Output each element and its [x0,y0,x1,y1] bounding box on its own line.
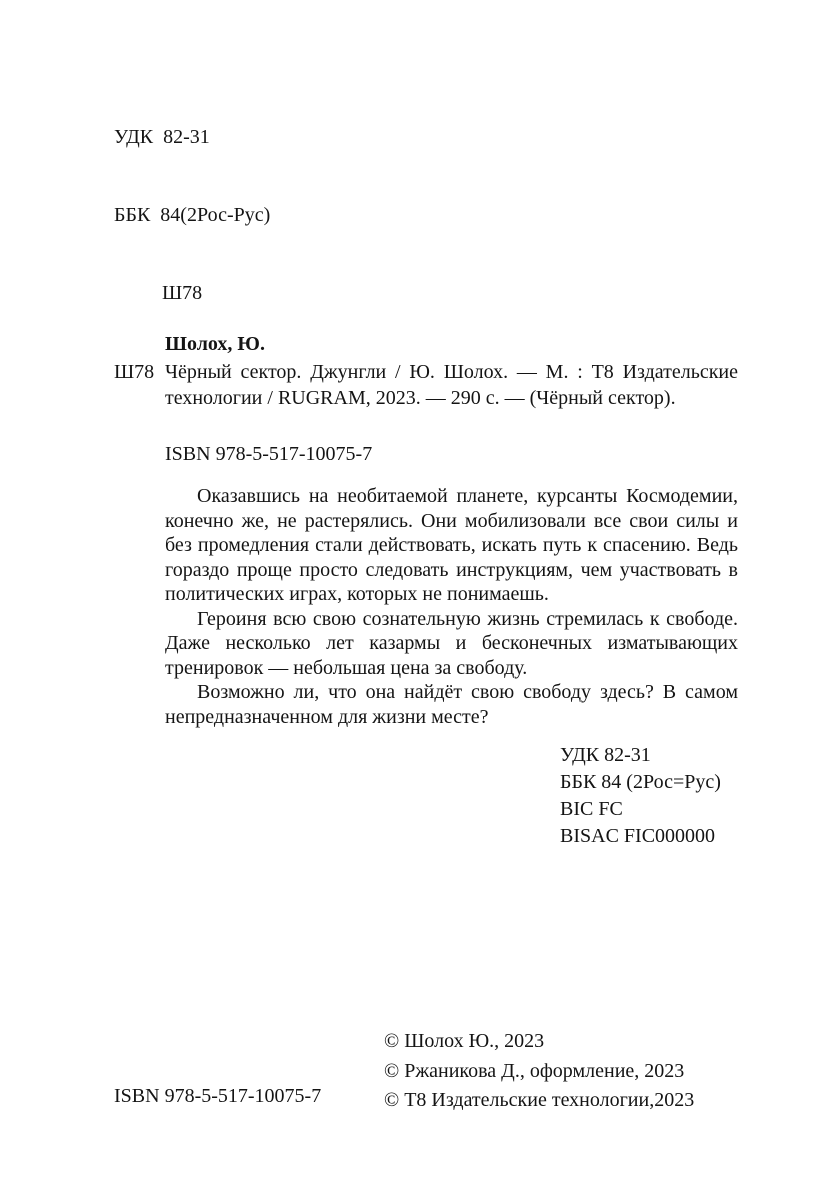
bibliographic-record [114,331,738,467]
bib-description: Чёрный сектор. Джунгли / Ю. Шолох. — М. : Т8 Издательские технологии / RUGRAM, 2023. — 290 с. — (Чёрный сектор). [165,361,738,409]
classification-udk: УДК 82-31 [560,744,651,766]
copyright-line: © Т8 Издательские технологии,2023 [384,1089,695,1111]
bbk-code: ББК 84(2Рос-Рус) [114,204,271,226]
footer-isbn: ISBN 978-5-517-10075-7 [114,1085,322,1107]
classification-bisac: BISAC FIC000000 [560,825,716,847]
annotation-block [165,484,738,729]
classification-bic: BIC FC [560,798,623,820]
author-sign-code: Ш78 [162,282,203,304]
copyright-block [384,1027,694,1116]
copyright-line: © Ржаникова Д., оформление, 2023 [384,1059,685,1082]
annotation-paragraph: Оказавшись на необитаемой планете, курсанты Космодемии, конечно же, не растерялись. Они мобилизовали все свои силы и без промедления стали действовать, искать путь к спасению. Ведь гораздо проще просто следовать инструкциям, чем участвовать в политических играх, которых не понимаешь. [165,485,738,605]
bib-author-sign: Ш78 [114,361,155,383]
bib-isbn: ISBN 978-5-517-10075-7 [165,443,373,465]
annotation-paragraph: Героиня всю свою сознательную жизнь стремилась к свободе. Даже несколько лет казармы и бесконечных изматывающих тренировок — небольшая цена за свободу. [165,607,738,679]
udk-code: УДК 82-31 [114,126,210,148]
top-classification-block [114,72,270,358]
annotation-paragraph: Возможно ли, что она найдёт свою свободу здесь? В самом непредназначенном для жизни месте? [165,681,738,728]
classification-bbk: ББК 84 (2Рос=Рус) [560,771,721,793]
classification-codes-block [560,742,721,850]
copyright-line: © Шолох Ю., 2023 [384,1030,545,1052]
bib-entry [114,359,738,411]
bib-author: Шолох, Ю. [165,333,265,355]
